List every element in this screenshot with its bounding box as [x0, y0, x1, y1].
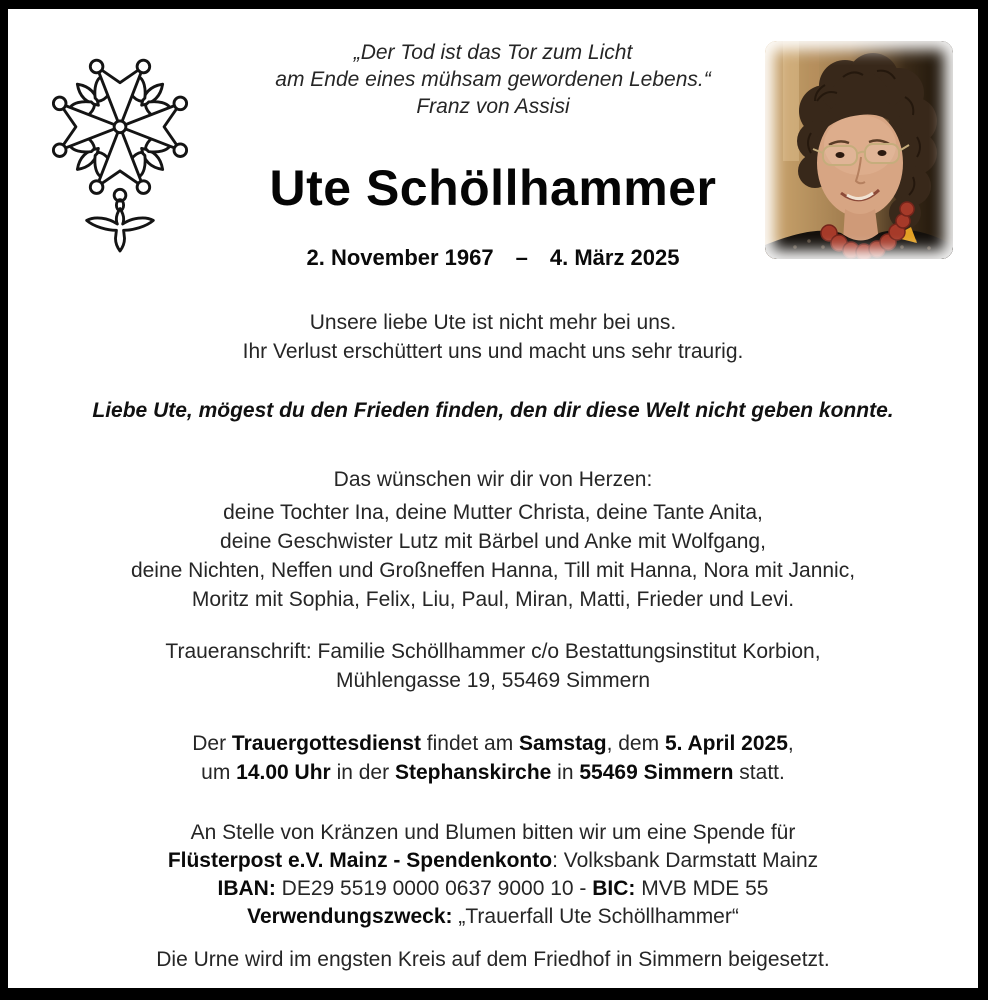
donation-line-3: IBAN: DE29 5519 0000 0637 9000 10 - BIC: MVB MDE 55 — [217, 877, 769, 900]
closing-line: Die Urne wird im engsten Kreis auf dem Friedhof in Simmern beigesetzt. — [156, 948, 830, 971]
quote-line-1: „Der Tod ist das Tor zum Licht — [353, 41, 633, 64]
life-dates — [8, 245, 978, 271]
donation-line-2: Flüsterpost e.V. Mainz - Spendenkonto: Volksbank Darmstatt Mainz — [167, 849, 819, 872]
mourning-address — [8, 637, 978, 695]
service-line-2: um 14.00 Uhr in der Stephanskirche in 55469 Simmern statt. — [201, 761, 785, 784]
address-line-1: Traueranschrift: Familie Schöllhammer c/o Bestattungsinstitut Korbion, — [165, 640, 821, 663]
dates-dash: – — [515, 245, 528, 270]
death-date: 4. März 2025 — [549, 245, 680, 270]
donation-line-4: Verwendungszweck: „Trauerfall Ute Schöllhammer“ — [247, 905, 739, 928]
service-announcement — [8, 729, 978, 787]
farewell-line: Liebe Ute, mögest du den Frieden finden, den dir diese Welt nicht geben konnte. — [92, 399, 894, 422]
intro-line-2: Ihr Verlust erschüttert uns und macht uns sehr traurig. — [242, 340, 744, 363]
intro-paragraph — [8, 308, 978, 366]
quote-line-2: am Ende eines mühsam gewordenen Lebens.“ — [275, 68, 711, 91]
family-line: Moritz mit Sophia, Felix, Liu, Paul, Miran, Matti, Frieder und Levi. — [191, 588, 795, 611]
service-line-1: Der Trauergottesdienst findet am Samstag, dem 5. April 2025, — [192, 732, 794, 755]
birth-date: 2. November 1967 — [306, 245, 494, 270]
family-names — [8, 498, 978, 614]
donation-request — [8, 819, 978, 931]
opening-quote — [8, 39, 978, 120]
intro-line-1: Unsere liebe Ute ist nicht mehr bei uns. — [309, 311, 677, 334]
deceased-name: Ute Schöllhammer — [269, 160, 717, 216]
donation-line-1: An Stelle von Kränzen und Blumen bitten wir um eine Spende für — [190, 821, 796, 844]
family-line: deine Nichten, Neffen und Großneffen Hanna, Till mit Hanna, Nora mit Jannic, — [130, 559, 856, 582]
family-line: deine Tochter Ina, deine Mutter Christa, deine Tante Anita, — [223, 501, 763, 524]
address-line-2: Mühlengasse 19, 55469 Simmern — [335, 669, 650, 692]
wishes-header: Das wünschen wir dir von Herzen: — [333, 468, 653, 491]
quote-attribution: Franz von Assisi — [416, 95, 570, 118]
obituary-sheet — [8, 9, 978, 988]
family-line: deine Geschwister Lutz mit Bärbel und Anke mit Wolfgang, — [220, 530, 766, 553]
